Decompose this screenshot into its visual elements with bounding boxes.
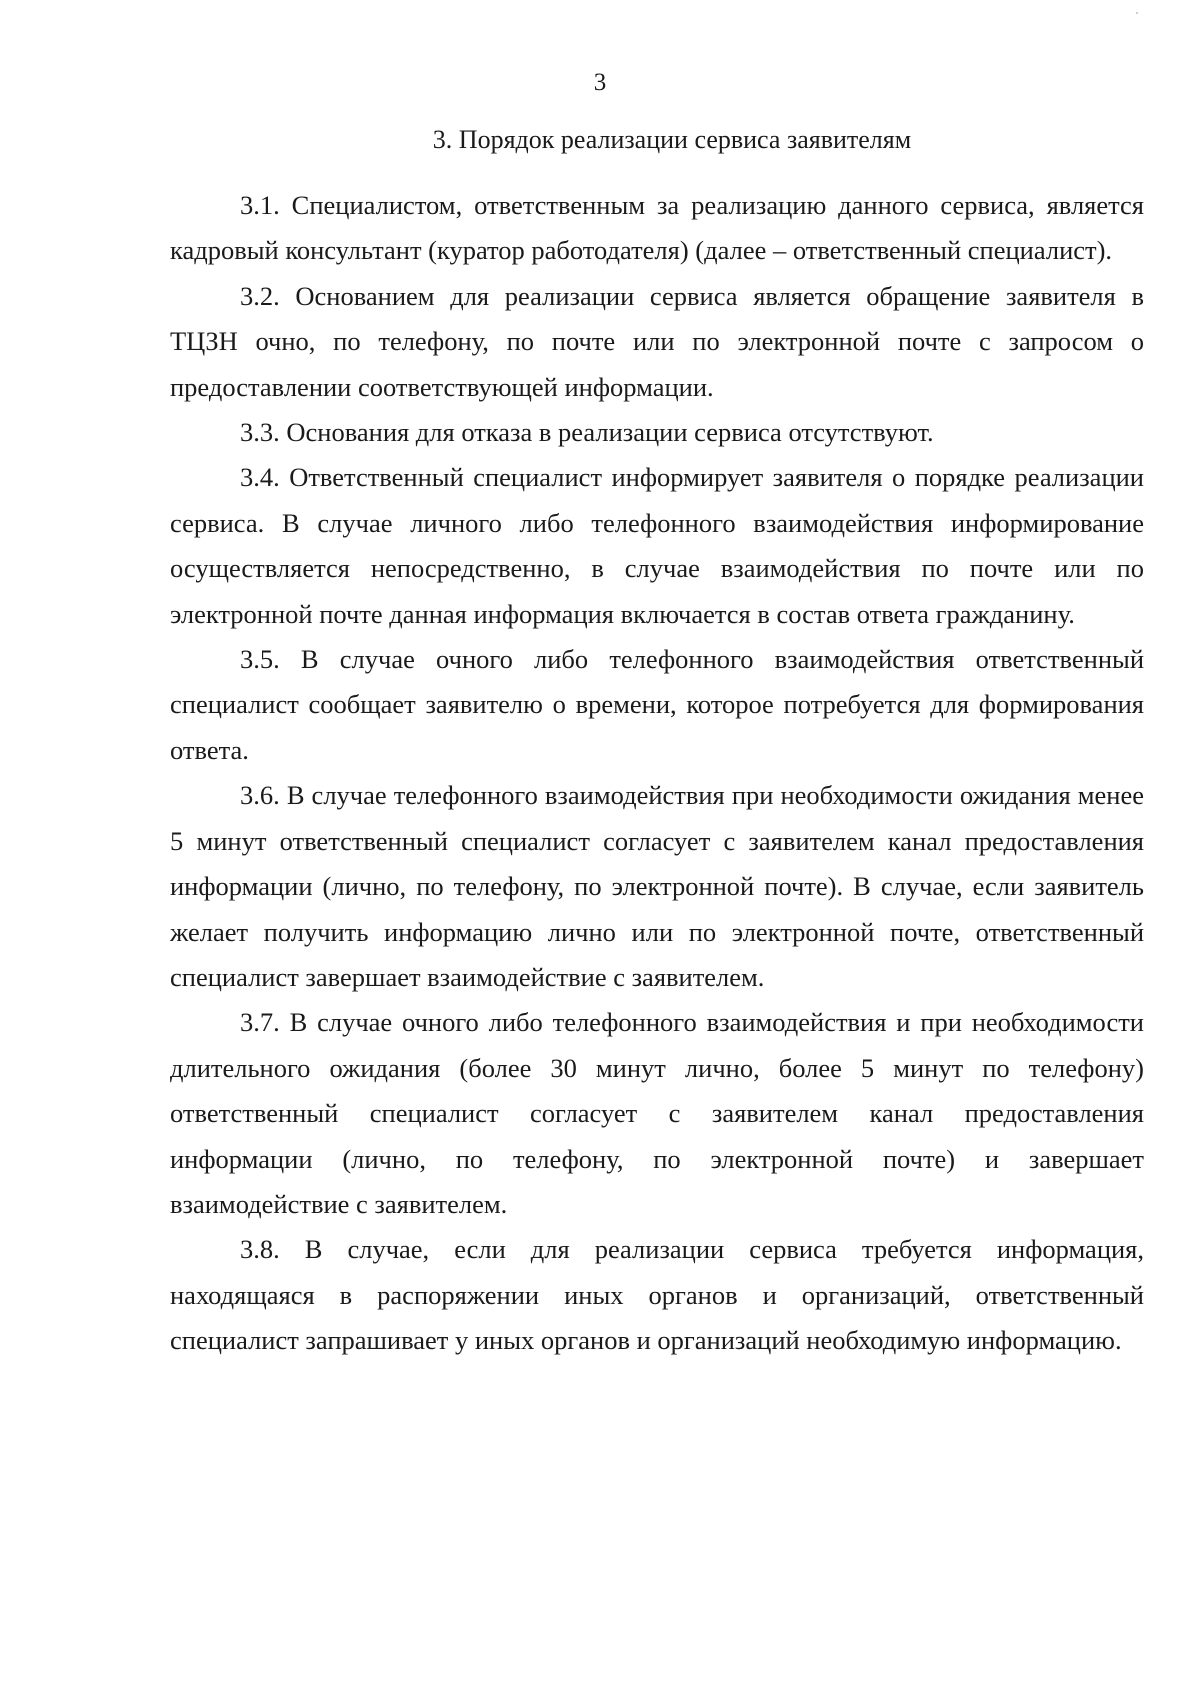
- paragraph-3-5: 3.5. В случае очного либо телефонного взаимодействия ответственный специалист сообщает заявителю о времени, которое потребуется для формирования ответа.: [170, 644, 1144, 765]
- paragraph-3-6: 3.6. В случае телефонного взаимодействия при необходимости ожидания менее 5 минут ответственный специалист согласует с заявителем канал предоставления информации (лично, по телефону, по электронной почте). В случае, если заявитель желает получить информацию лично или по электронной почте, ответственный специалист завершает взаимодействие с заявителем.: [170, 780, 1144, 992]
- body-text: [170, 183, 1144, 1364]
- page-number: 3: [593, 69, 607, 96]
- paragraph-3-8: 3.8. В случае, если для реализации сервиса требуется информация, находящаяся в распоряжении иных органов и организаций, ответственный специалист запрашивает у иных органов и организаций необходимую информацию.: [170, 1234, 1144, 1356]
- paragraph-3-1: 3.1. Специалистом, ответственным за реализацию данного сервиса, является кадровый консультант (куратор работодателя) (далее – ответственный специалист).: [170, 190, 1144, 266]
- paragraph-3-2: 3.2. Основанием для реализации сервиса является обращение заявителя в ТЦЗН очно, по телефону, по почте или по электронной почте с запросом о предоставлении соответствующей информации.: [170, 280, 1144, 402]
- paragraph-3-7: 3.7. В случае очного либо телефонного взаимодействия и при необходимости длительного ожидания (более 30 минут лично, более 5 минут по телефону) ответственный специалист согласует с заявителем канал предоставления информации (лично, по телефону, по электронной почте) и завершает взаимодействие с заявителем.: [170, 1007, 1144, 1219]
- paragraph-3-4: 3.4. Ответственный специалист информирует заявителя о порядке реализации сервиса. В случае личного либо телефонного взаимодействия информирование осуществляется непосредственно, в случае взаимодействия по почте или по электронной почте данная информация включается в состав ответа гражданину.: [170, 462, 1144, 629]
- scan-speck: [1136, 12, 1138, 14]
- paragraph-3-3: 3.3. Основания для отказа в реализации сервиса отсутствуют.: [240, 417, 934, 448]
- section-title: 3. Порядок реализации сервиса заявителям: [432, 125, 912, 154]
